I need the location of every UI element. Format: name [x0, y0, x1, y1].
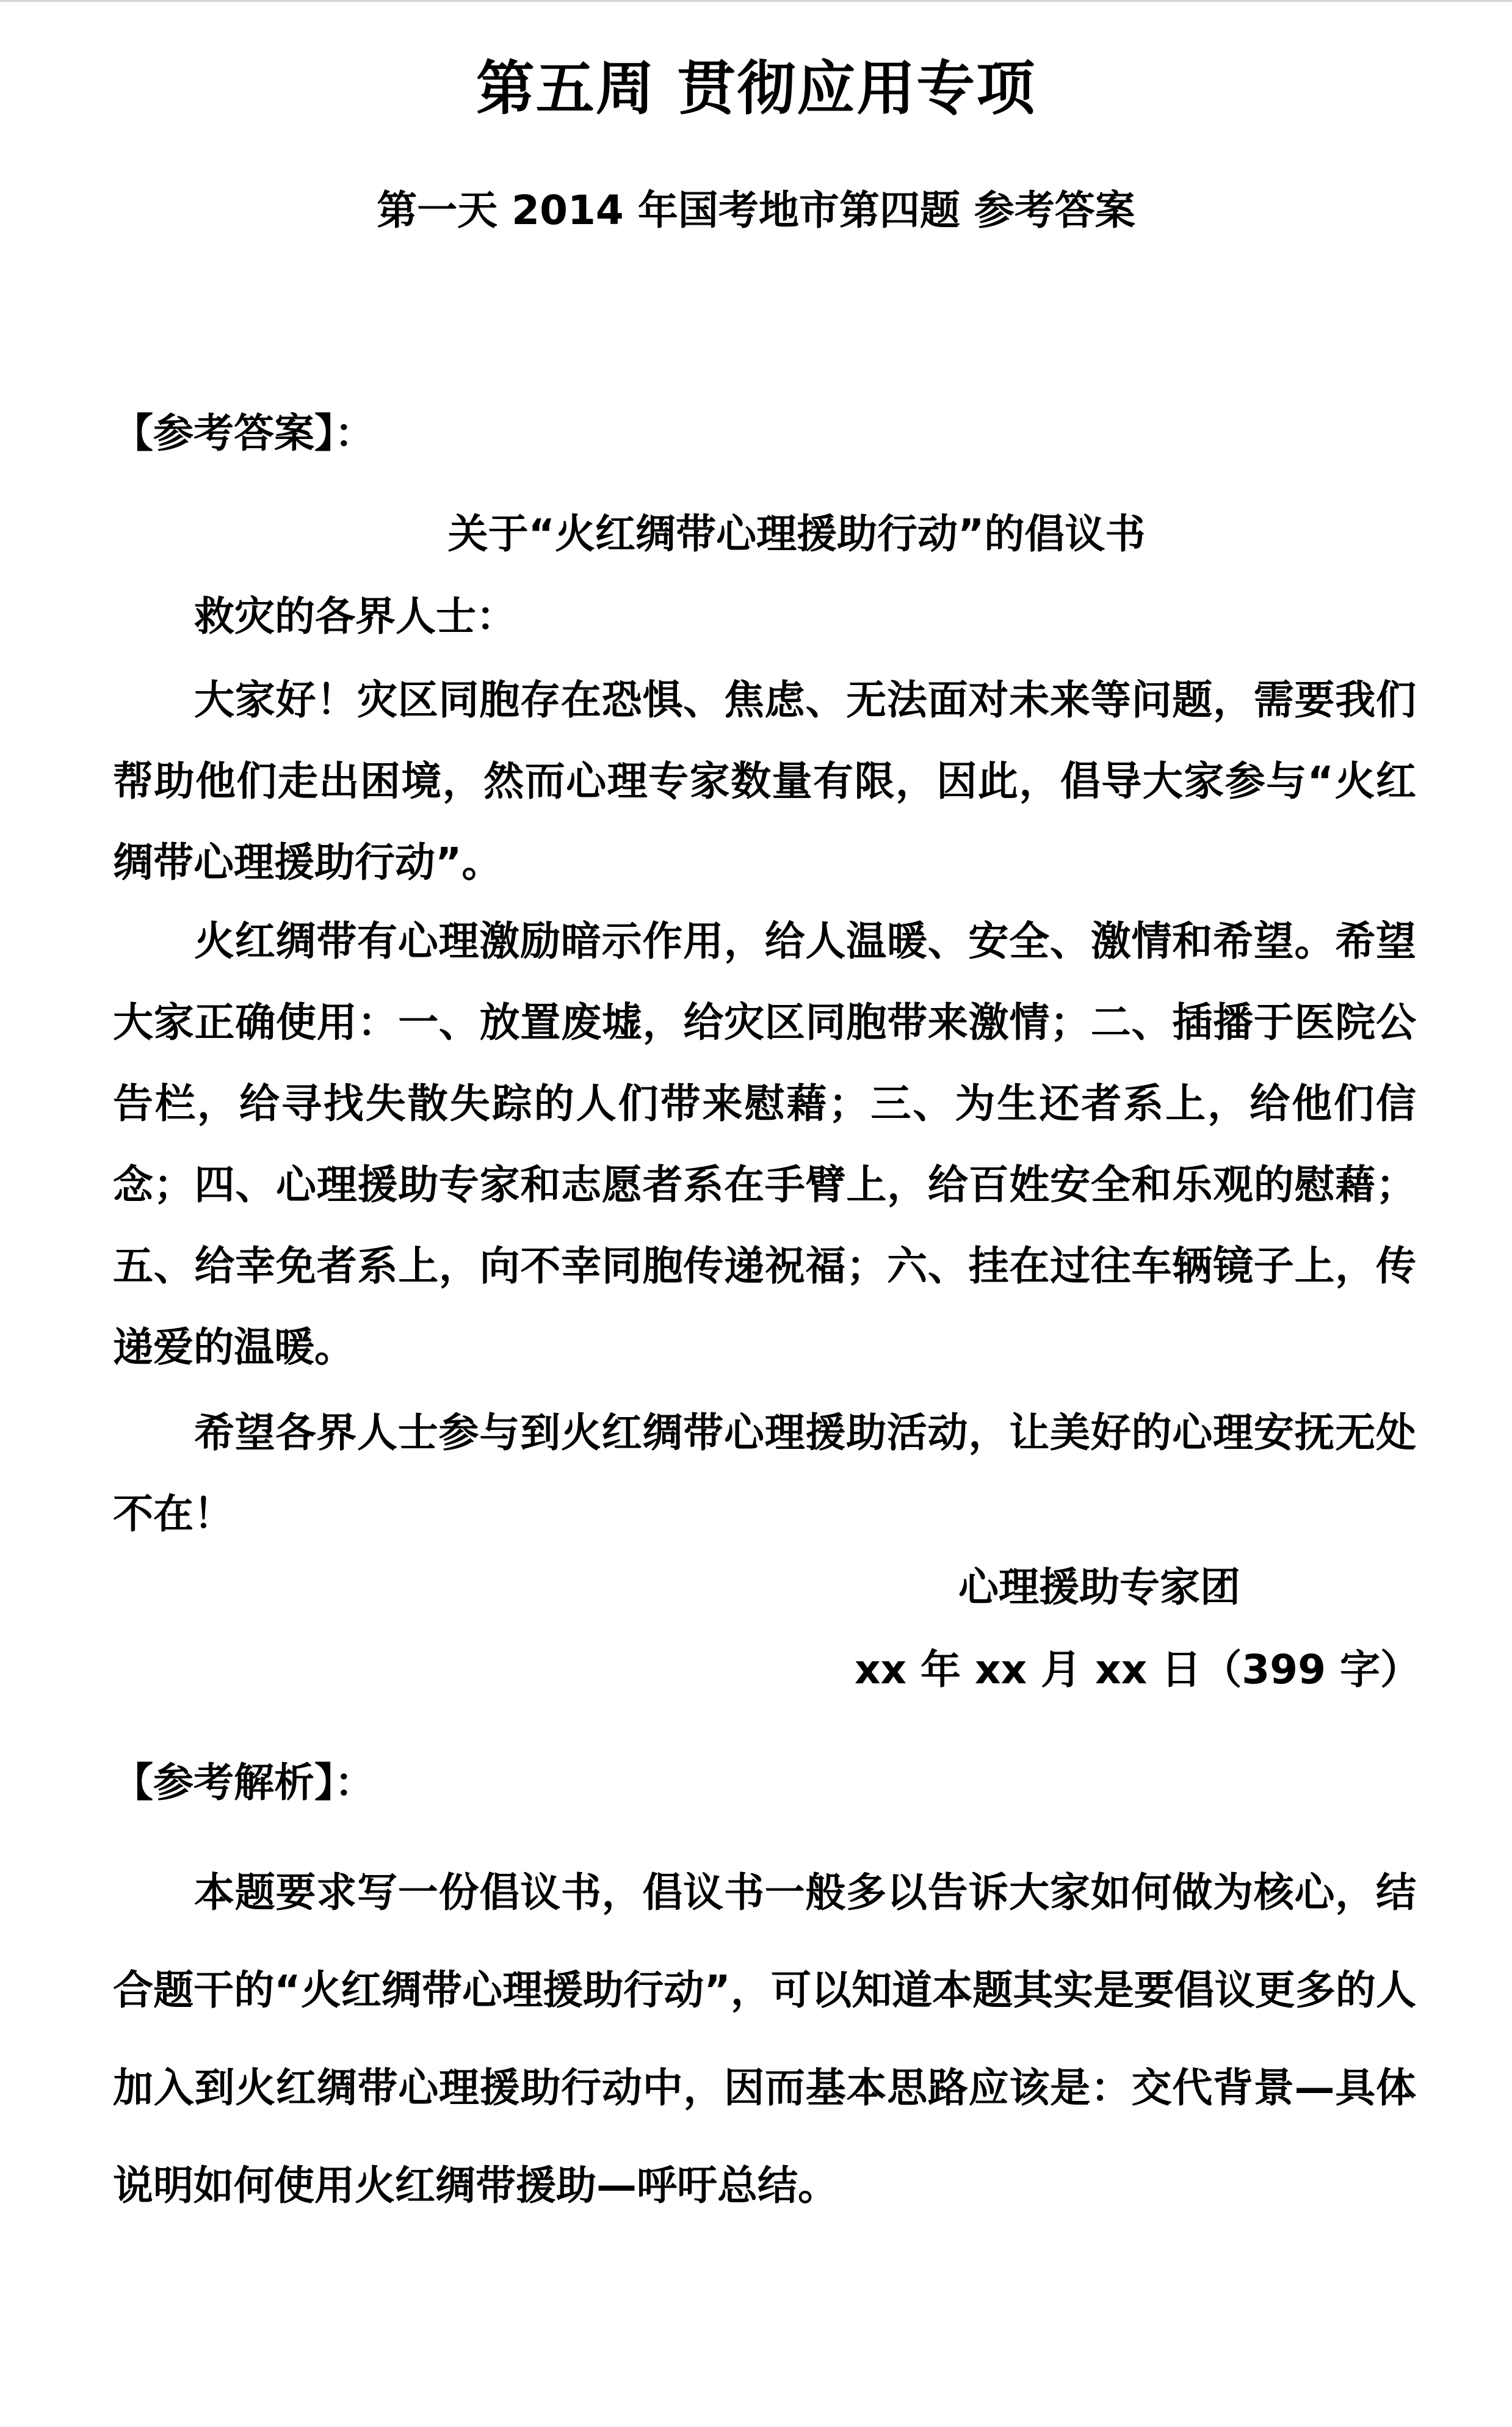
- analysis-paragraph: 本题要求写一份倡议书，倡议书一般多以告诉大家如何做为核心，结合题干的“火红绸带心理援助行动”，可以知道本题其实是要倡议更多的人加入到火红绸带心理援助行动中，因而基本思路应该是：交代背景—具体说明如何使用火红绸带援助—呼吁总结。: [113, 1869, 1416, 2209]
- answer-heading: 【参考答案】：: [113, 410, 375, 457]
- document-subtitle: 第一天 2014 年国考地市第四题 参考答案: [377, 187, 1135, 234]
- letter-salutation: 救灾的各界人士：: [194, 593, 516, 640]
- letter-paragraph-2: 火红绸带有心理激励暗示作用，给人温暖、安全、激情和希望。希望大家正确使用：一、放置废墟，给灾区同胞带来激情；二、插播于医院公告栏，给寻找失散失踪的人们带来慰藉；三、为生还者系上，给他们信念；四、心理援助专家和志愿者系在手臂上，给百姓安全和乐观的慰藉；五、给幸免者系上，向不幸同胞传递祝福；六、挂在过往车辆镜子上，传递爱的温暖。: [113, 918, 1416, 1371]
- letter-paragraph-1: 大家好！灾区同胞存在恐惧、焦虑、无法面对未来等问题，需要我们帮助他们走出困境，然而心理专家数量有限，因此，倡导大家参与“火红绸带心理援助行动”。: [113, 677, 1416, 886]
- proposal-title: 关于“火红绸带心理援助行动”的倡议书: [447, 510, 1146, 557]
- analysis-heading: 【参考解析】：: [113, 1759, 375, 1806]
- letter-signature: 心理援助专家团: [958, 1564, 1240, 1611]
- letter-date: xx 年 xx 月 xx 日（399 字）: [854, 1646, 1420, 1693]
- document-title: 第五周 贯彻应用专项: [476, 54, 1036, 123]
- letter-paragraph-3: 希望各界人士参与到火红绸带心理援助活动，让美好的心理安抚无处不在！: [113, 1409, 1416, 1537]
